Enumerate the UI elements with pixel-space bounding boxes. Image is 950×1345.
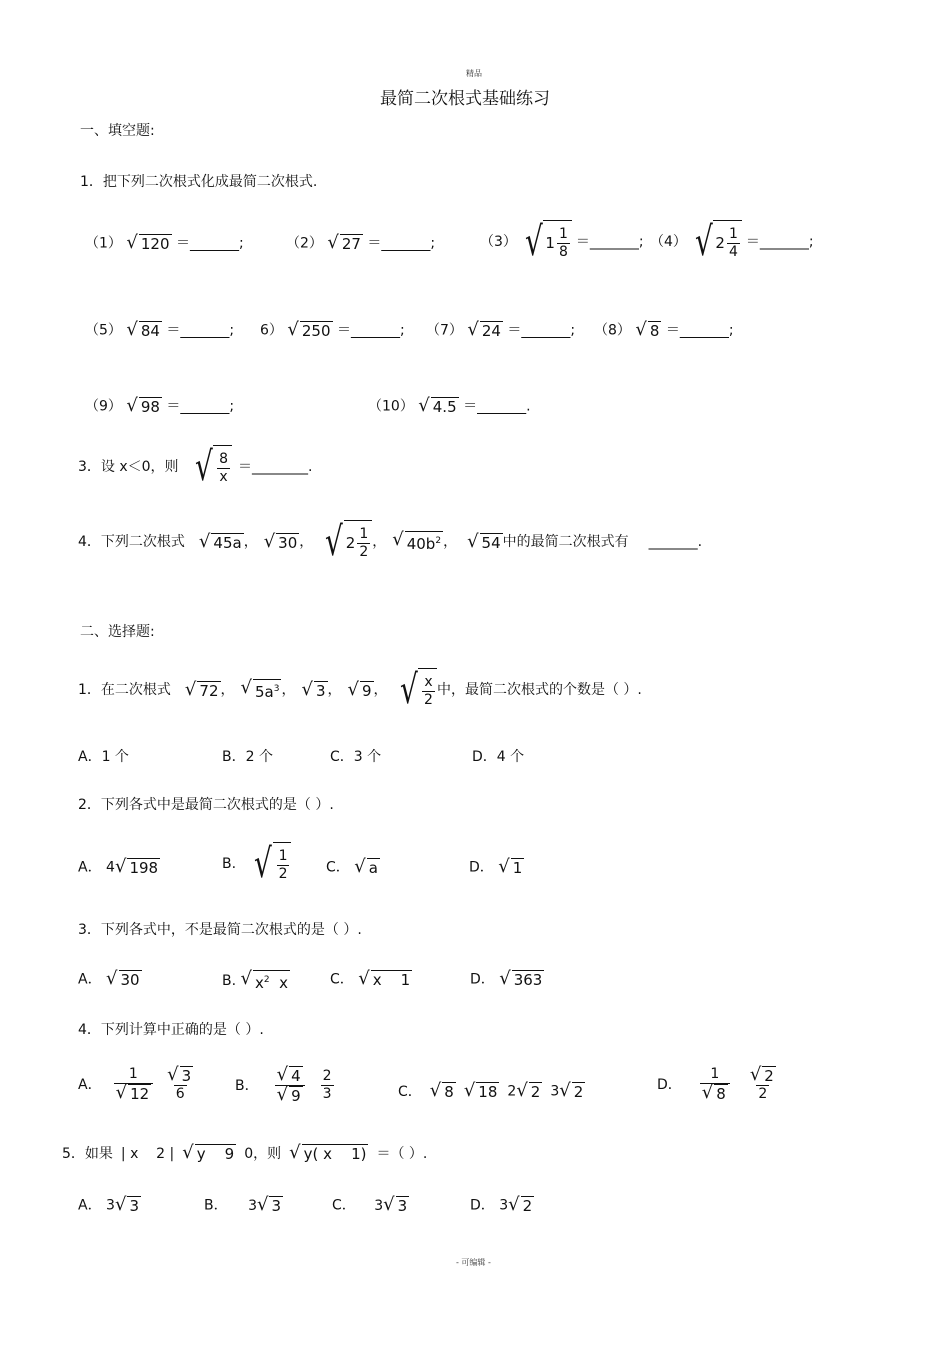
s2-q2-option-d[interactable]: D． √ 1	[469, 856, 523, 877]
section1-heading: 一、填空题:	[80, 123, 155, 139]
q1-item-3: （3） √ 1 $\frac{1}{8}$ ＝_______;	[480, 219, 644, 265]
q1-item-1: （1） √ 120 ＝_______;	[85, 232, 244, 253]
q1-item-10: （10） √ 4.5 ＝_______.	[368, 395, 531, 416]
q1-prompt: 1．把下列二次根式化成最简二次根式.	[80, 174, 318, 190]
s2-q5-option-a[interactable]: A． 3 √ 3	[78, 1194, 139, 1215]
s2-q4-option-c[interactable]: C． √ 8 √ 18 2 √ 2 3 √ 2	[398, 1080, 584, 1101]
q1-item-8: （8） √ 8 ＝_______;	[594, 319, 734, 340]
s2-q1-option-c[interactable]: C．3 个	[330, 749, 382, 765]
s2-q4-option-a[interactable]: A． 1 √ 12 √ 3 6	[78, 1064, 192, 1103]
q1-item-6: 6） √ 250 ＝_______;	[260, 319, 405, 340]
s2-q1-option-d[interactable]: D．4 个	[472, 749, 525, 765]
q1-item-9: （9） √ 98 ＝_______;	[85, 395, 235, 416]
s2-q5-option-b[interactable]: B． 3 √ 3	[204, 1194, 282, 1215]
s2-q3-option-c[interactable]: C． √ x 1	[330, 968, 411, 989]
s2-q1-option-b[interactable]: B．2 个	[222, 749, 273, 765]
s2-q1: 1．在二次根式 √ 72 ， √ $5a^3$ ， √ 3 ， √ 9 ， √ $\frac{x}{2}$ 中，最简二次根式的个数是（ ）.	[78, 667, 642, 713]
header-mark: 精品	[466, 69, 482, 78]
s2-q5-option-c[interactable]: C． 3 √ 3	[332, 1194, 408, 1215]
s2-q3-option-b[interactable]: B. √ $x^2$ x	[222, 968, 289, 992]
s2-q2-option-a[interactable]: A． 4 √ 198	[78, 856, 159, 877]
s2-q4-prompt: 4．下列计算中正确的是（ ）.	[78, 1022, 264, 1038]
s2-q3-option-a[interactable]: A． √ 30	[78, 968, 140, 989]
s2-q5: 5．如果 | x 2 | √ y 9 0，则 √ y( x 1) ＝（ ）.	[62, 1142, 428, 1163]
s2-q3-prompt: 3．下列各式中，不是最简二次根式的是（ ）.	[78, 922, 362, 938]
s2-q5-option-d[interactable]: D． 3 √ 2	[470, 1194, 533, 1215]
s1-q3: 3．设 x＜0，则 √ $\frac{8}{x}$ ＝________.	[78, 444, 313, 490]
s1-q4: 4．下列二次根式 √ 45a ， √ 30 ， √ 2 $\frac{1}{2}$ ， √ $40b^2$ ， √ 54 中的最简二次根式有 _______.	[78, 519, 703, 565]
q1-item-7: （7） √ 24 ＝_______;	[426, 319, 576, 340]
s2-q2-option-c[interactable]: C． √ a	[326, 856, 378, 877]
s2-q2-prompt: 2．下列各式中是最简二次根式的是（ ）.	[78, 797, 334, 813]
section2-heading: 二、选择题:	[80, 624, 155, 640]
s2-q4-option-d[interactable]: D． 1 √ 8 √ 2 2	[657, 1064, 774, 1103]
q1-item-5: （5） √ 84 ＝_______;	[85, 319, 235, 340]
page-title: 最简二次根式基础练习	[380, 89, 550, 109]
s2-q4-option-b[interactable]: B． √ 4 √ 9 $\frac{2}{3}$	[235, 1064, 332, 1105]
s2-q1-option-a[interactable]: A．1 个	[78, 749, 129, 765]
page-footer: - 可编辑 -	[456, 1258, 491, 1267]
s2-q2-option-b[interactable]: B. √ $\frac{1}{2}$	[222, 842, 291, 886]
q1-item-2: （2） √ 27 ＝_______;	[286, 232, 436, 253]
s2-q3-option-d[interactable]: D． √ 363	[470, 968, 543, 989]
q1-item-4: （4） √ 2 $\frac{1}{4}$ ＝_______;	[650, 219, 814, 265]
